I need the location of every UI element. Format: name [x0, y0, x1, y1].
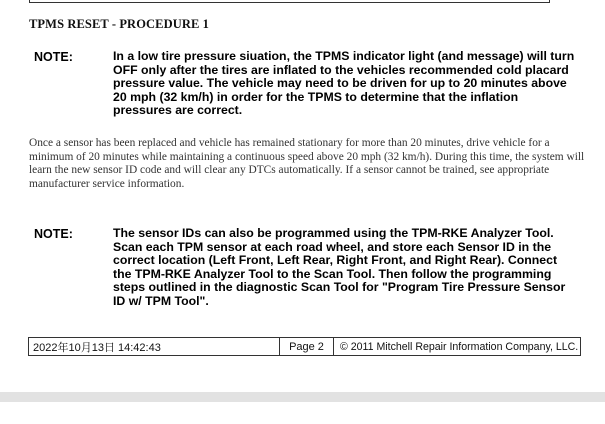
note-text: The sensor IDs can also be programmed using the TPM-RKE Analyzer Tool. Scan each TPM sensor at each road wheel, and store each Sensor ID in the correct location (Left Front, Left Rear, Right Front, and Right Rear). Connect the TPM-RKE Analyzer Tool to the Scan Tool. Then follow the programming steps outlined in the diagnostic Scan Tool for "Program Tire Pressure Sensor ID w/ TPM Tool".: [113, 226, 566, 308]
note-label: NOTE:: [34, 50, 73, 64]
footer-copyright: © 2011 Mitchell Repair Information Company, LLC.: [340, 340, 579, 353]
note-text: In a low tire pressure siuation, the TPMS indicator light (and message) will turn OFF only after the tires are inflated to the vehicles recommended cold placard pressure value. The vehicle may need to be driven for up to 20 minutes above 20 mph (32 km/h) in order for the TPMS to determine that the inflation pressures are correct.: [113, 49, 575, 118]
page-footer: [28, 337, 581, 356]
note-label: NOTE:: [34, 227, 73, 241]
footer-datetime: 2022年10月13日 14:42:43: [29, 338, 280, 355]
section-title: TPMS RESET - PROCEDURE 1: [29, 17, 209, 31]
body-paragraph: Once a sensor has been replaced and vehicle has remained stationary for more than 20 minutes, drive vehicle for a minimum of 20 minutes while maintaining a continuous speed above 20 mph (32 km/h). During this time, the system will learn the new sensor ID code and will clear any DTCs automatically. If a sensor cannot be trained, see appropriate manufacturer service information.: [29, 137, 585, 190]
footer-page-number: Page 2: [280, 338, 334, 355]
previous-section-box: [29, 0, 550, 3]
page-separator: [0, 392, 605, 402]
